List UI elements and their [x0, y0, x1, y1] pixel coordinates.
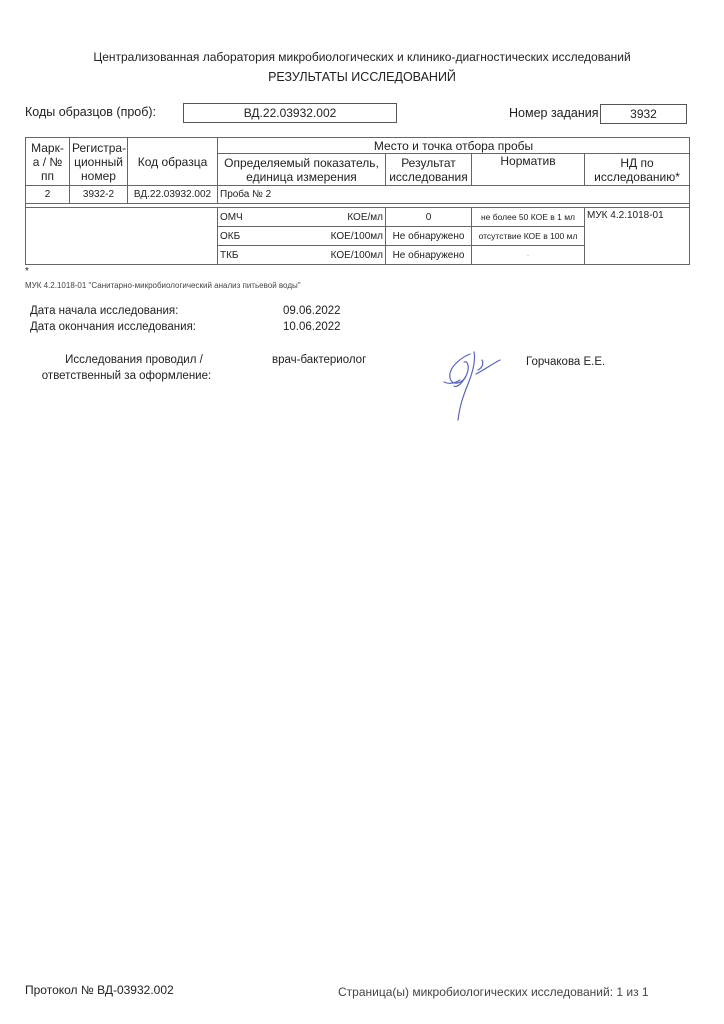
header-mark: Марк-а / № пп — [26, 138, 70, 186]
indicator-unit: КОЕ/100мл — [330, 249, 383, 261]
end-date-value: 10.06.2022 — [283, 321, 341, 333]
task-number-label: Номер задания — [509, 106, 599, 120]
header-registration-number: Регистра-ционный номер — [70, 138, 128, 186]
start-date-value: 09.06.2022 — [283, 305, 341, 317]
handwritten-signature — [430, 340, 510, 425]
header-indicator: Определяемый показатель, единица измерения — [218, 154, 386, 186]
sample-name: Проба № 2 — [218, 186, 690, 204]
signatory-label-line1: Исследования проводил / — [65, 354, 203, 366]
result-value: Не обнаружено — [386, 227, 472, 246]
start-date-label: Дата начала исследования: — [30, 305, 179, 317]
footnote-star: * — [25, 266, 29, 277]
document-title: РЕЗУЛЬТАТЫ ИССЛЕДОВАНИЙ — [268, 70, 456, 84]
indicator-unit: КОЕ/мл — [347, 211, 383, 223]
sample-codes-value: ВД.22.03932.002 — [243, 106, 337, 120]
indicator-name: ОКБ — [220, 230, 241, 242]
result-value: Не обнаружено — [386, 246, 472, 265]
organization-name: Централизованная лаборатория микробиологических и клинико-диагностических исследований — [93, 50, 631, 64]
table-header-row — [26, 138, 690, 154]
footnote-text: МУК 4.2.1018-01 "Санитарно-микробиологический анализ питьевой воды" — [25, 281, 301, 290]
nd-value: МУК 4.2.1018-01 — [585, 208, 690, 265]
header-sample-code: Код образца — [128, 138, 218, 186]
header-nd: НД по исследованию* — [585, 154, 690, 186]
header-result: Результат исследования — [386, 154, 472, 186]
task-number-field — [600, 104, 687, 124]
signatory-label-line2: ответственный за оформление: — [41, 370, 212, 382]
end-date-label: Дата окончания исследования: — [30, 321, 197, 333]
sample-codes-label: Коды образцов (проб): — [25, 105, 157, 119]
indicator-cell — [218, 227, 386, 246]
table-row — [26, 208, 690, 227]
table-row — [26, 186, 690, 204]
result-value: 0 — [386, 208, 472, 227]
page-counter: Страница(ы) микробиологических исследований: 1 из 1 — [338, 985, 649, 999]
norm-value: - — [472, 246, 585, 265]
norm-value: отсутствие КОЕ в 100 мл — [472, 227, 585, 246]
sample-mark: 2 — [26, 186, 70, 204]
norm-value: не более 50 КОЕ в 1 мл — [472, 208, 585, 227]
indicator-cell — [218, 246, 386, 265]
sample-code: ВД.22.03932.002 — [128, 186, 218, 204]
task-number-value: 3932 — [630, 107, 657, 121]
indicator-name: ОМЧ — [220, 211, 243, 223]
header-norm: Норматив — [472, 154, 585, 186]
signatory-position: врач-бактериолог — [272, 354, 367, 366]
indicator-name: ТКБ — [220, 249, 239, 261]
protocol-number: Протокол № ВД-03932.002 — [25, 983, 174, 997]
sample-codes-field — [183, 103, 397, 123]
signatory-name: Горчакова Е.Е. — [526, 356, 606, 368]
indicator-cell — [218, 208, 386, 227]
indicator-unit: КОЕ/100мл — [330, 230, 383, 242]
header-sampling-place: Место и точка отбора пробы — [218, 138, 690, 154]
results-table — [25, 137, 690, 265]
sample-reg-number: 3932-2 — [70, 186, 128, 204]
